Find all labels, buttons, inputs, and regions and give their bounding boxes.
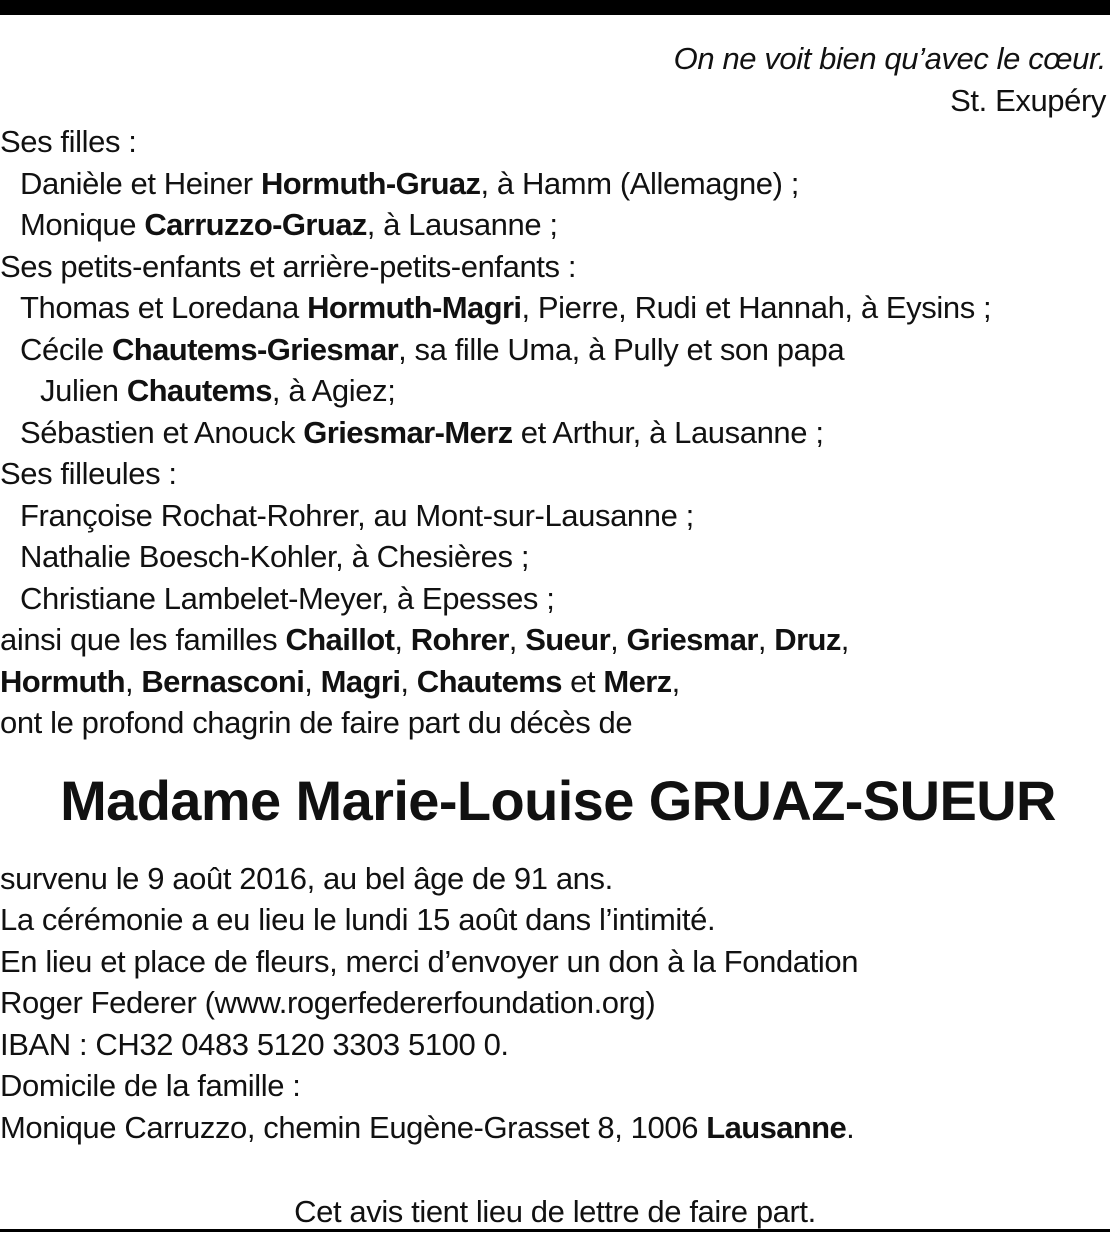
daughters-heading: Ses filles : — [0, 124, 137, 159]
family-name: Griesmar — [626, 622, 758, 657]
family-name: Hormuth — [0, 663, 125, 699]
detail-line: La cérémonie a eu lieu le lundi 15 août dans l’intimité. — [0, 902, 716, 937]
family-name: Merz — [603, 663, 672, 699]
family-name: Hormuth-Gruaz — [260, 165, 481, 201]
grandchildren-heading: Ses petits-enfants et arrière-petits-enfants : — [0, 248, 577, 284]
deceased-name: Madame Marie-Louise GRUAZ-SUEUR — [60, 768, 1056, 832]
family-name: Magri — [320, 663, 401, 699]
grandchild-entry-continued: Julien Chautems, à Agiez; — [40, 373, 396, 408]
detail-line: Domicile de la famille : — [0, 1068, 301, 1103]
epigraph-author: St. Exupéry — [950, 82, 1106, 118]
grandchild-entry: Sébastien et Anouck Griesmar-Merz et Arthur, à Lausanne ; — [20, 414, 824, 450]
death-notice — [0, 38, 1110, 1233]
family-name: Sueur — [525, 622, 611, 657]
family-name: Hormuth-Magri — [307, 290, 522, 325]
goddaughter-entry: Nathalie Boesch-Kohler, à Chesières ; — [20, 539, 530, 574]
domicile-address: Monique Carruzzo, chemin Eugène-Grasset 8, 1006 Lausanne. — [0, 1109, 855, 1145]
family-name: Carruzzo-Gruaz — [144, 207, 367, 242]
grandchild-entry: Thomas et Loredana Hormuth-Magri, Pierre, Rudi et Hannah, à Eysins ; — [20, 290, 992, 325]
family-name: Chautems — [416, 663, 562, 699]
detail-line: survenu le 9 août 2016, au bel âge de 91 ans. — [0, 860, 613, 896]
family-name: Chautems-Griesmar — [111, 331, 399, 367]
goddaughter-entry: Françoise Rochat-Rohrer, au Mont-sur-Lausanne ; — [20, 497, 694, 533]
family-name: Rohrer — [410, 622, 509, 657]
family-name: Chautems — [126, 373, 272, 408]
family-name: Chaillot — [285, 622, 395, 657]
family-name: Bernasconi — [141, 663, 305, 699]
footer-note: Cet avis tient lieu de lettre de faire part. — [294, 1194, 816, 1229]
detail-line: En lieu et place de fleurs, merci d’envoyer un don à la Fondation — [0, 943, 859, 979]
announcement-line: ont le profond chagrin de faire part du décès de — [0, 705, 633, 740]
domicile-city: Lausanne — [706, 1109, 847, 1145]
daughter-entry: Monique Carruzzo-Gruaz, à Lausanne ; — [20, 207, 558, 242]
detail-line: Roger Federer (www.rogerfedererfoundation.org) — [0, 985, 656, 1020]
bottom-rule — [0, 1229, 1110, 1232]
family-name: Druz — [774, 622, 841, 657]
detail-line: IBAN : CH32 0483 5120 3303 5100 0. — [0, 1026, 509, 1062]
daughter-entry: Danièle et Heiner Hormuth-Gruaz, à Hamm (Allemagne) ; — [20, 165, 799, 201]
grandchild-entry: Cécile Chautems-Griesmar, sa fille Uma, à Pully et son papa — [20, 331, 845, 367]
spacer — [0, 1148, 1110, 1191]
top-rule — [0, 0, 1110, 15]
families-line-2: Hormuth, Bernasconi, Magri, Chautems et Merz, — [0, 663, 680, 699]
goddaughters-heading: Ses filleules : — [0, 456, 177, 491]
families-line-1: ainsi que les familles Chaillot, Rohrer, Sueur, Griesmar, Druz, — [0, 622, 850, 657]
goddaughter-entry: Christiane Lambelet-Meyer, à Epesses ; — [20, 580, 555, 616]
epigraph-quote: On ne voit bien qu’avec le cœur. — [673, 41, 1106, 76]
family-name: Griesmar-Merz — [303, 414, 513, 450]
